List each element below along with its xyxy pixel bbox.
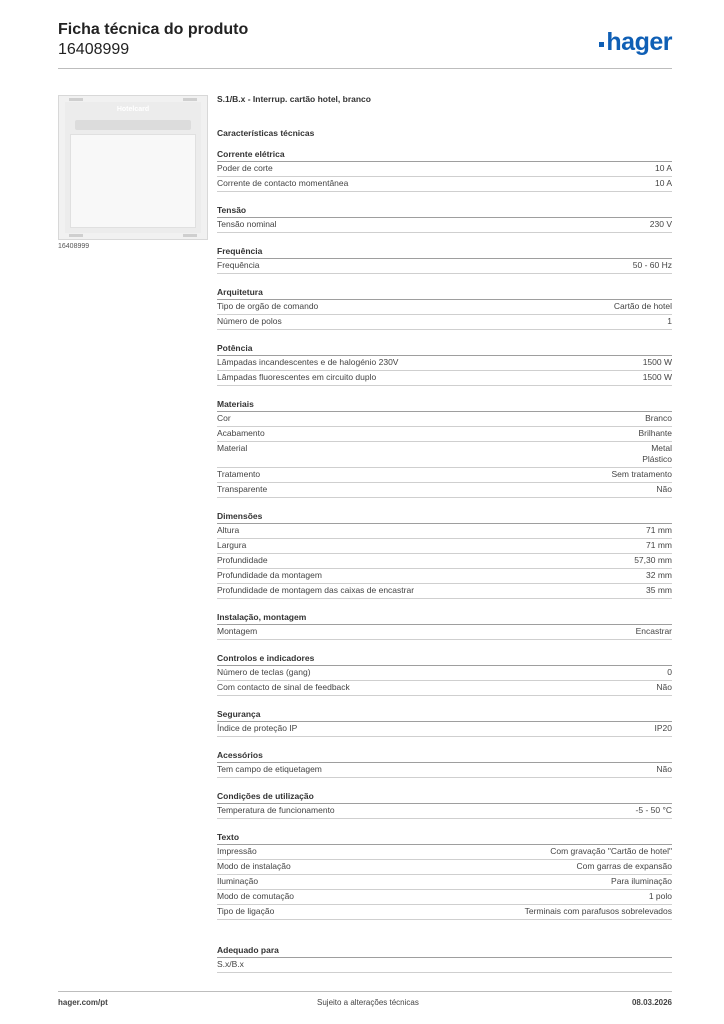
section-title: Frequência [217, 245, 672, 259]
spec-label: Número de polos [217, 316, 282, 326]
spec-section [217, 749, 672, 778]
spec-row [217, 524, 672, 539]
section-title: Materiais [217, 398, 672, 412]
spec-section [217, 204, 672, 233]
spec-value-line: 1 polo [648, 891, 672, 901]
spec-label: Tem campo de etiquetagem [217, 764, 322, 774]
spec-label: Montagem [217, 626, 258, 636]
spec-label: Largura [217, 540, 247, 550]
spec-value-line: Sem tratamento [611, 469, 672, 479]
spec-value-line: Branco [645, 413, 672, 423]
spec-label: Profundidade [217, 555, 268, 565]
spec-value [645, 413, 672, 424]
spec-value [656, 764, 672, 775]
spec-label: Modo de instalação [217, 861, 291, 871]
section-title: Segurança [217, 708, 672, 722]
spec-value-line: Encastrar [635, 626, 672, 636]
spec-label: Corrente de contacto momentânea [217, 178, 349, 188]
section-title: Arquitetura [217, 286, 672, 300]
spec-value [655, 723, 673, 734]
spec-section [217, 398, 672, 498]
spec-section [217, 510, 672, 599]
spec-value-line: Terminais com parafusos sobrelevados [524, 906, 672, 916]
spec-label: Acabamento [217, 428, 265, 438]
header-divider [58, 68, 672, 69]
hager-logo[interactable] [599, 28, 672, 57]
spec-value [646, 585, 672, 596]
spec-value [650, 219, 672, 230]
spec-value-line: 71 mm [646, 540, 672, 550]
footer-date: 08.03.2026 [631, 998, 672, 1007]
spec-row [217, 584, 672, 599]
spec-row [217, 860, 672, 875]
spec-row [217, 681, 672, 696]
spec-label: Tipo de orgão de comando [217, 301, 319, 311]
spec-value-line: Para iluminação [611, 876, 672, 886]
spec-label: Tratamento [217, 469, 261, 479]
spec-label: Cor [217, 413, 231, 423]
spec-label: Frequência [217, 260, 260, 270]
spec-value-line: 71 mm [646, 525, 672, 535]
spec-value [614, 301, 672, 312]
spec-section [217, 148, 672, 192]
spec-row [217, 442, 672, 468]
spec-row [217, 845, 672, 860]
spec-value [577, 861, 672, 872]
spec-value [656, 682, 672, 693]
spec-label: Altura [217, 525, 240, 535]
spec-value-line: Não [656, 682, 672, 692]
spec-value [633, 260, 672, 271]
spec-value-line: Brilhante [638, 428, 672, 438]
suitable-value: S.x/B.x [217, 959, 244, 969]
spec-label: Tipo de ligação [217, 906, 275, 916]
spec-row [217, 427, 672, 442]
spec-value-line: 1 [667, 316, 672, 326]
spec-value [649, 891, 672, 902]
spec-row [217, 539, 672, 554]
image-caption: 16408999 [58, 243, 90, 250]
plate-label: Hotelcard [116, 106, 150, 113]
spec-row [217, 722, 672, 737]
spec-label: Temperatura de funcionamento [217, 805, 335, 815]
footer-divider [58, 991, 672, 992]
spec-value-line: 10 A [654, 178, 672, 188]
section-title: Texto [217, 831, 672, 845]
hotel-card-switch-image [58, 95, 208, 240]
switch-face [70, 134, 196, 228]
spec-section [217, 245, 672, 274]
plate-clip [69, 234, 83, 237]
section-title: Controlos e indicadores [217, 652, 672, 666]
spec-row [217, 371, 672, 386]
switch-plate [65, 102, 201, 233]
spec-value-line: 32 mm [646, 570, 672, 580]
spec-value-line: 0 [667, 667, 672, 677]
spec-row [217, 763, 672, 778]
spec-label: Impressão [217, 846, 257, 856]
page-title: Ficha técnica do produto [58, 21, 249, 38]
spec-value [643, 372, 672, 383]
spec-section [217, 708, 672, 737]
spec-value [525, 906, 672, 917]
spec-label: Modo de comutação [217, 891, 295, 901]
spec-row [217, 300, 672, 315]
section-title: Tensão [217, 204, 672, 218]
spec-label: Poder de corte [217, 163, 273, 173]
spec-row [217, 177, 672, 192]
spec-row [217, 468, 672, 483]
spec-row [217, 356, 672, 371]
spec-value-line: Plástico [642, 454, 672, 464]
spec-value [655, 178, 672, 189]
spec-value [611, 876, 672, 887]
spec-label: Transparente [217, 484, 268, 494]
spec-section [217, 652, 672, 696]
spec-section [217, 790, 672, 819]
spec-value-line: Não [656, 764, 672, 774]
spec-row [217, 890, 672, 905]
spec-row [217, 315, 672, 330]
spec-value [636, 626, 672, 637]
spec-value [646, 525, 672, 536]
spec-row [217, 162, 672, 177]
logo-text: hager [606, 28, 672, 56]
spec-label: Profundidade da montagem [217, 570, 322, 580]
spec-value [655, 163, 672, 174]
spec-value-line: Metal [651, 443, 672, 453]
spec-sections [217, 148, 672, 920]
spec-value [646, 570, 672, 581]
spec-value [634, 555, 672, 566]
spec-value [636, 805, 672, 816]
spec-value [638, 428, 672, 439]
section-title: Instalação, montagem [217, 611, 672, 625]
spec-section [217, 611, 672, 640]
section-title: Condições de utilização [217, 790, 672, 804]
spec-value-line: IP20 [654, 723, 672, 733]
product-code: 16408999 [58, 41, 130, 58]
section-title: Dimensões [217, 510, 672, 524]
spec-heading: Características técnicas [217, 128, 315, 138]
spec-row [217, 905, 672, 920]
card-slot [75, 120, 191, 130]
document-header [58, 20, 248, 60]
footer-website[interactable]: hager.com/pt [58, 998, 108, 1007]
plate-clip [183, 98, 197, 101]
spec-content [217, 94, 672, 973]
spec-row [217, 625, 672, 640]
spec-value-line: Com garras de expansão [576, 861, 672, 871]
spec-value [646, 540, 672, 551]
spec-row [217, 666, 672, 681]
spec-value [667, 316, 672, 327]
spec-value [656, 484, 672, 495]
spec-section [217, 342, 672, 386]
spec-row [217, 804, 672, 819]
spec-value-line: Não [656, 484, 672, 494]
spec-section [217, 286, 672, 330]
spec-value-line: 230 V [649, 219, 672, 229]
section-title: Acessórios [217, 749, 672, 763]
spec-value-line: 1500 W [642, 372, 672, 382]
logo-dot-icon [599, 42, 604, 47]
spec-label: Número de teclas (gang) [217, 667, 311, 677]
spec-label: Lâmpadas incandescentes e de halogénio 230V [217, 357, 399, 367]
spec-label: Profundidade de montagem das caixas de encastrar [217, 585, 415, 595]
spec-label: Índice de proteção IP [217, 723, 298, 733]
spec-section [217, 831, 672, 920]
spec-value [667, 667, 672, 678]
spec-value-line: Com gravação "Cartão de hotel" [550, 846, 672, 856]
footer-notice: Sujeito a alterações técnicas [317, 998, 419, 1007]
spec-row [217, 218, 672, 233]
spec-value-line: -5 - 50 °C [635, 805, 672, 815]
spec-label: Com contacto de sinal de feedback [217, 682, 350, 692]
spec-row [217, 259, 672, 274]
spec-row [217, 875, 672, 890]
spec-label: Tensão nominal [217, 219, 277, 229]
spec-value [612, 469, 672, 480]
spec-row [217, 569, 672, 584]
suitable-section [217, 944, 672, 973]
spec-label: Material [217, 443, 248, 453]
spec-row [217, 483, 672, 498]
spec-value [643, 357, 672, 368]
spec-value-line: 50 - 60 Hz [632, 260, 672, 270]
spec-value-line: 10 A [654, 163, 672, 173]
plate-clip [183, 234, 197, 237]
suitable-title: Adequado para [217, 944, 672, 958]
spec-row [217, 554, 672, 569]
spec-value-line: Cartão de hotel [613, 301, 672, 311]
product-name: S.1/B.x - Interrup. cartão hotel, branco [217, 94, 371, 104]
plate-clip [69, 98, 83, 101]
section-title: Potência [217, 342, 672, 356]
spec-row [217, 412, 672, 427]
spec-value-line: 35 mm [646, 585, 672, 595]
spec-value-line: 1500 W [642, 357, 672, 367]
section-title: Corrente elétrica [217, 148, 672, 162]
spec-row [217, 958, 672, 973]
spec-value [550, 846, 672, 857]
spec-label: Lâmpadas fluorescentes em circuito duplo [217, 372, 377, 382]
spec-label: Iluminação [217, 876, 259, 886]
spec-value [642, 443, 672, 465]
spec-value-line: 57,30 mm [634, 555, 672, 565]
